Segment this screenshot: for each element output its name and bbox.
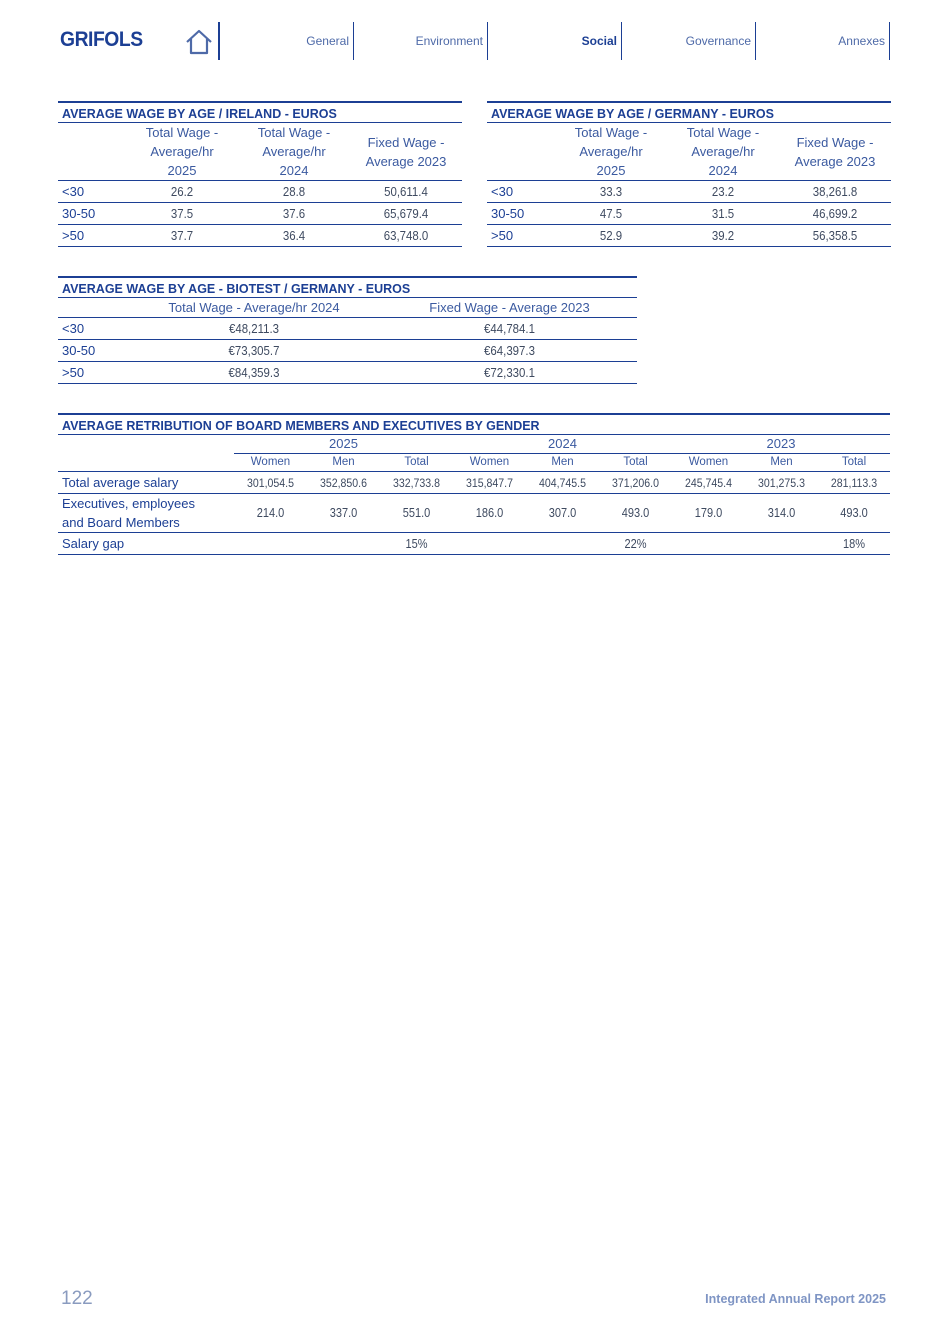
cell-value: 33.3 [562,181,661,203]
cell-value: 38,261.8 [786,181,885,203]
gender-label: Total [623,456,648,468]
cell-value: 56,358.5 [786,225,885,247]
gender-label: Women [469,456,510,468]
gender-label: Men [770,456,793,468]
cell-value: 46,699.2 [786,203,885,225]
table-row [58,318,637,340]
table-row [58,340,637,362]
table-row [487,203,891,225]
gender-label: Women [250,456,291,468]
cell-value: 281,113.3 [822,472,885,494]
cell-value: €84,359.3 [141,362,366,384]
cell-value: 37.6 [245,203,344,225]
cell-value: 39.2 [674,225,773,247]
cell-value: €48,211.3 [141,318,366,340]
table-row [58,362,637,384]
cell-value: €72,330.1 [397,362,621,384]
cell-value: 404,745.5 [530,472,594,494]
page-number: 122 [61,1288,93,1309]
gender-header [58,454,890,472]
cell-value: 245,745.4 [676,472,740,494]
cell-value: 31.5 [674,203,773,225]
cell-value: 37.7 [133,225,232,247]
salary-gap-value: 15% [384,533,448,555]
cell-value: 493.0 [822,494,885,533]
column-header: Fixed Wage - Average 2023 [429,300,590,315]
nav-environment[interactable]: Environment [354,22,488,60]
cell-value: 301,275.3 [749,472,813,494]
cell-value: 307.0 [530,494,594,533]
cell-value: 315,847.7 [457,472,521,494]
gender-label: Men [332,456,355,468]
year-label: 2024 [453,435,672,454]
nav-social[interactable]: Social [488,22,622,60]
row-label: 30-50 [487,203,555,225]
table-row [58,181,462,203]
column-header: Total Wage - Average/hr 2024 [686,125,760,178]
table-row [58,225,462,247]
nav-governance[interactable]: Governance [622,22,756,60]
gender-label: Total [404,456,429,468]
cell-value: 337.0 [311,494,375,533]
report-title: Integrated Annual Report 2025 [705,1292,886,1306]
table-row [487,181,891,203]
table-row [487,225,891,247]
cell-value: 332,733.8 [384,472,448,494]
year-header [58,435,890,454]
table-row [58,472,890,494]
row-label: 30-50 [58,203,126,225]
cell-value: 371,206.0 [603,472,667,494]
nav-annexes[interactable]: Annexes [756,22,890,60]
cell-value: 493.0 [603,494,667,533]
salary-gap-value: 18% [822,533,885,555]
row-label: <30 [58,318,126,340]
biotest-table-title: AVERAGE WAGE BY AGE - BIOTEST / GERMANY - EUROS [58,276,637,298]
row-label: Salary gap [58,533,234,555]
home-icon[interactable] [183,27,215,57]
column-header: Total Wage - Average/hr 2024 [168,300,340,315]
board-retribution-table [58,435,890,555]
table-row [58,494,890,533]
grifols-logo[interactable]: GRIFOLS [60,28,143,51]
year-label: 2025 [234,435,453,454]
cell-value: 352,850.6 [311,472,375,494]
cell-value: 179.0 [676,494,740,533]
table-row [58,203,462,225]
year-label: 2023 [672,435,890,454]
column-header: Total Wage - Average/hr 2025 [145,125,219,178]
row-label: <30 [487,181,555,203]
table-header [58,298,637,318]
cell-value: 23.2 [674,181,773,203]
row-label: Executives, employees and Board Members [58,494,234,533]
germany-wage-table [487,123,891,247]
row-label: 30-50 [58,340,126,362]
cell-value: 50,611.4 [357,181,456,203]
row-label: Total average salary [58,472,234,494]
nav-general[interactable]: General [220,22,354,60]
cell-value: 26.2 [133,181,232,203]
column-header: Fixed Wage - Average 2023 [794,134,876,169]
row-label: >50 [487,225,555,247]
cell-value: 551.0 [384,494,448,533]
column-header: Fixed Wage - Average 2023 [365,134,447,169]
cell-value: €44,784.1 [397,318,621,340]
cell-value: 301,054.5 [238,472,302,494]
cell-value: 28.8 [245,181,344,203]
ireland-table-title: AVERAGE WAGE BY AGE / IRELAND - EUROS [58,101,462,123]
cell-value: 214.0 [238,494,302,533]
row-label: >50 [58,362,126,384]
cell-value: 65,679.4 [357,203,456,225]
cell-value: 47.5 [562,203,661,225]
cell-value: 52.9 [562,225,661,247]
row-label: >50 [58,225,126,247]
row-label: <30 [58,181,126,203]
cell-value: 63,748.0 [357,225,456,247]
table-row [58,533,890,555]
gender-label: Total [841,456,867,468]
board-table-title: AVERAGE RETRIBUTION OF BOARD MEMBERS AND EXECUTIVES BY GENDER [58,413,890,435]
top-navigation [0,0,950,70]
cell-value: €64,397.3 [397,340,621,362]
cell-value: 186.0 [457,494,521,533]
salary-gap-value: 22% [603,533,667,555]
gender-label: Women [688,456,729,468]
table-header [487,123,891,181]
column-header: Total Wage - Average/hr 2025 [574,125,648,178]
germany-table-title: AVERAGE WAGE BY AGE / GERMANY - EUROS [487,101,891,123]
cell-value: 37.5 [133,203,232,225]
gender-label: Men [551,456,574,468]
cell-value: €73,305.7 [141,340,366,362]
ireland-wage-table [58,123,462,247]
cell-value: 36.4 [245,225,344,247]
biotest-wage-table [58,298,637,384]
column-header: Total Wage - Average/hr 2024 [257,125,331,178]
cell-value: 314.0 [749,494,813,533]
table-header [58,123,462,181]
